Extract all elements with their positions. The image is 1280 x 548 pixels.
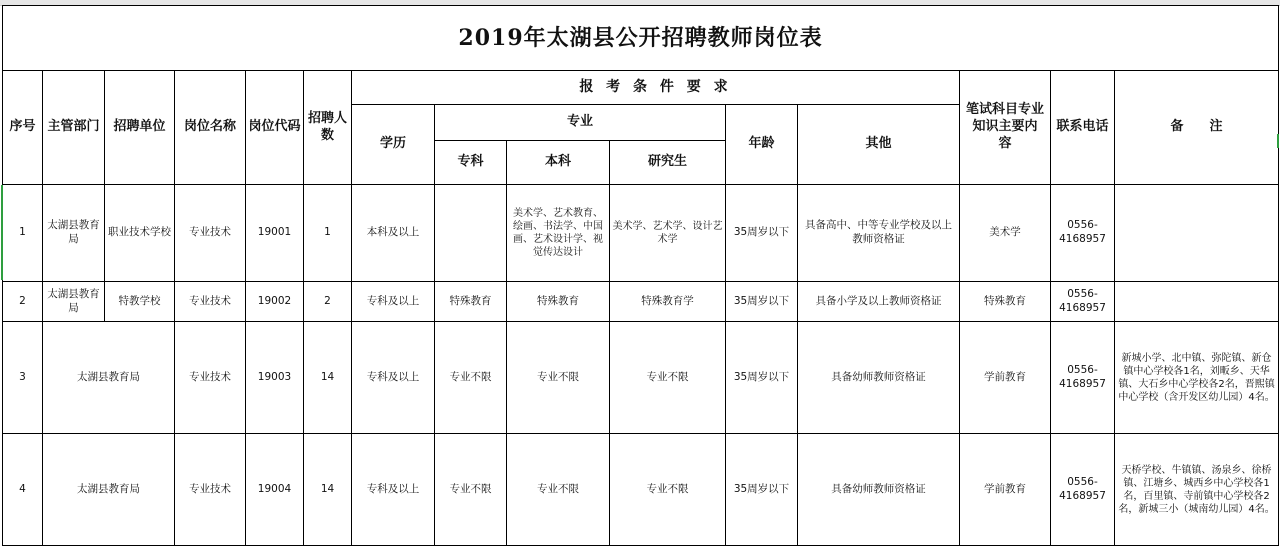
cell-age: 35周岁以下: [726, 282, 798, 322]
cell-post-name: 专业技术: [175, 185, 246, 282]
cell-remarks: 新城小学、北中镇、弥陀镇、新仓镇中心学校各1名，刘畈乡、天华镇、大石乡中心学校各2名，晋熙镇中心学校（含开发区幼儿园）4名。: [1115, 322, 1279, 434]
cell-remarks: [1115, 282, 1279, 322]
cell-bachelor: 美术学、艺术教育、绘画、书法学、中国画、艺术设计学、视觉传达设计: [507, 185, 610, 282]
header-bachelor: 本科: [507, 141, 610, 185]
cell-other: 具备幼师教师资格证: [798, 322, 960, 434]
cell-graduate: 专业不限: [610, 322, 726, 434]
cell-exam-subject: 特殊教育: [960, 282, 1051, 322]
header-junior-college: 专科: [435, 141, 507, 185]
header-age: 年龄: [726, 105, 798, 185]
table-row: [3, 322, 1279, 434]
cell-count: 14: [304, 322, 352, 434]
cell-age: 35周岁以下: [726, 185, 798, 282]
cell-post-code: 19001: [246, 185, 304, 282]
cell-count: 1: [304, 185, 352, 282]
header-major: 专业: [435, 105, 726, 141]
cell-junior-college: [435, 185, 507, 282]
header-graduate: 研究生: [610, 141, 726, 185]
header-phone: 联系电话: [1051, 71, 1115, 185]
cell-dept-unit: 太湖县教育局: [43, 322, 175, 434]
cell-education: 专科及以上: [352, 322, 435, 434]
cell-remarks: 天桥学校、牛镇镇、汤泉乡、徐桥镇、江塘乡、城西乡中心学校各1名，百里镇、寺前镇中心学校各2名，新城三小（城南幼儿园）4名。: [1115, 434, 1279, 546]
header-other: 其他: [798, 105, 960, 185]
cell-graduate: 专业不限: [610, 434, 726, 546]
table-title: 2019年太湖县公开招聘教师岗位表: [3, 6, 1279, 71]
table-row: [3, 282, 1279, 322]
cell-post-code: 19003: [246, 322, 304, 434]
table-row: [3, 434, 1279, 546]
cell-phone: 0556-4168957: [1051, 282, 1115, 322]
cell-junior-college: 特殊教育: [435, 282, 507, 322]
cell-other: 具备幼师教师资格证: [798, 434, 960, 546]
header-exam-subject: 笔试科目专业知识主要内 容: [960, 71, 1051, 185]
cell-post-code: 19002: [246, 282, 304, 322]
cell-remarks: [1115, 185, 1279, 282]
cell-phone: 0556-4168957: [1051, 434, 1115, 546]
cell-age: 35周岁以下: [726, 434, 798, 546]
header-conditions: 报 考 条 件 要 求: [352, 71, 960, 105]
cell-post-name: 专业技术: [175, 282, 246, 322]
table-row: [3, 185, 1279, 282]
cell-phone: 0556-4168957: [1051, 322, 1115, 434]
cell-phone: 0556-4168957: [1051, 185, 1115, 282]
cell-bachelor: 专业不限: [507, 322, 610, 434]
header-education: 学历: [352, 105, 435, 185]
cell-other: 具备高中、中等专业学校及以上教师资格证: [798, 185, 960, 282]
cell-education: 专科及以上: [352, 282, 435, 322]
header-seq: 序号: [3, 71, 43, 185]
cell-seq: 1: [3, 185, 43, 282]
cell-unit: 职业技术学校: [105, 185, 175, 282]
cell-education: 专科及以上: [352, 434, 435, 546]
header-post-code: 岗位代码: [246, 71, 304, 185]
cell-exam-subject: 学前教育: [960, 434, 1051, 546]
cell-dept-unit: 太湖县教育局: [43, 434, 175, 546]
header-unit: 招聘单位: [105, 71, 175, 185]
cell-junior-college: 专业不限: [435, 322, 507, 434]
cell-selection-marker: [1, 185, 3, 280]
cell-seq: 4: [3, 434, 43, 546]
cell-graduate: 美术学、艺术学、设计艺术学: [610, 185, 726, 282]
cell-bachelor: 专业不限: [507, 434, 610, 546]
cell-dept: 太湖县教育局: [43, 185, 105, 282]
cell-unit: 特教学校: [105, 282, 175, 322]
cell-seq: 2: [3, 282, 43, 322]
cell-post-name: 专业技术: [175, 322, 246, 434]
header-dept: 主管部门: [43, 71, 105, 185]
cell-count: 2: [304, 282, 352, 322]
recruitment-table: [2, 5, 1279, 546]
header-post-name: 岗位名称: [175, 71, 246, 185]
cell-selection-marker: [1277, 134, 1279, 148]
cell-junior-college: 专业不限: [435, 434, 507, 546]
cell-age: 35周岁以下: [726, 322, 798, 434]
cell-bachelor: 特殊教育: [507, 282, 610, 322]
cell-graduate: 特殊教育学: [610, 282, 726, 322]
cell-other: 具备小学及以上教师资格证: [798, 282, 960, 322]
cell-seq: 3: [3, 322, 43, 434]
header-count: 招聘人数: [304, 71, 352, 185]
cell-post-name: 专业技术: [175, 434, 246, 546]
header-remarks: 备 注: [1115, 71, 1279, 185]
cell-count: 14: [304, 434, 352, 546]
cell-education: 本科及以上: [352, 185, 435, 282]
cell-exam-subject: 学前教育: [960, 322, 1051, 434]
cell-dept: 太湖县教育局: [43, 282, 105, 322]
cell-post-code: 19004: [246, 434, 304, 546]
cell-exam-subject: 美术学: [960, 185, 1051, 282]
